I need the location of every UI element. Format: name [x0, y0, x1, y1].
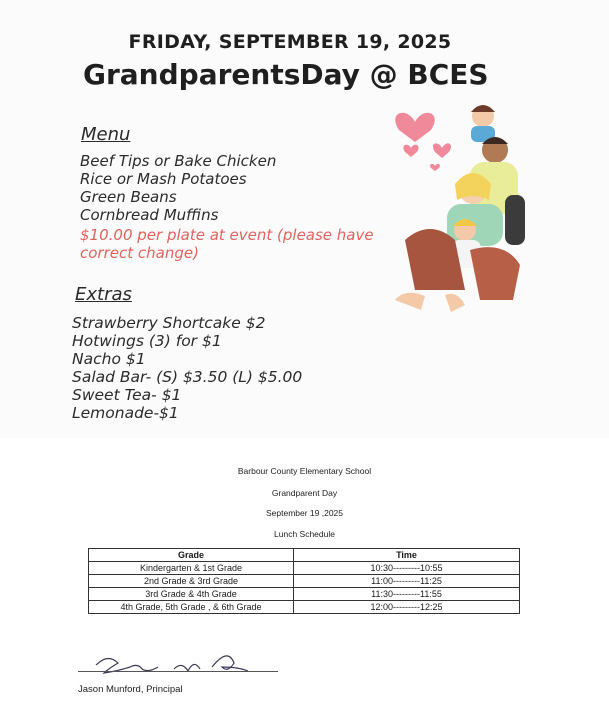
event-name: Grandparent Day: [271, 488, 338, 498]
event-title: GrandparentsDay @ BCES: [83, 58, 489, 91]
menu-item: Green Beans: [80, 188, 177, 206]
menu-item: Beef Tips or Bake Chicken: [80, 152, 277, 170]
time-cell: 11:00---------11:25: [294, 575, 520, 588]
heart-icon: [433, 143, 451, 158]
school-name: Barbour County Elementary School: [237, 466, 372, 476]
table-row: [89, 588, 520, 601]
lunch-schedule-title: Lunch Schedule: [274, 529, 335, 539]
extras-item: Sweet Tea- $1: [72, 386, 182, 404]
column-header-time: Time: [294, 549, 520, 562]
grade-cell: 2nd Grade & 3rd Grade: [89, 575, 294, 588]
grade-cell: 3rd Grade & 4th Grade: [89, 588, 294, 601]
menu-item: Cornbread Muffins: [80, 206, 219, 224]
heart-icon: [403, 145, 418, 157]
lunch-schedule-table: [88, 548, 520, 614]
menu-item: Rice or Mash Potatoes: [80, 170, 247, 188]
letter-date: September 19 ,2025: [265, 508, 344, 518]
time-cell: 10:30---------10:55: [294, 562, 520, 575]
table-row: [89, 601, 520, 614]
table-header-row: [89, 549, 520, 562]
event-date: FRIDAY, SEPTEMBER 19, 2025: [128, 31, 452, 53]
extras-list: [72, 314, 302, 422]
grade-cell: Kindergarten & 1st Grade: [89, 562, 294, 575]
column-header-grade: Grade: [89, 549, 294, 562]
heart-icon: [430, 164, 440, 171]
handwritten-signature: [78, 643, 278, 688]
signature-line: [78, 671, 278, 672]
time-cell: 12:00---------12:25: [294, 601, 520, 614]
table-row: [89, 562, 520, 575]
extras-item: Hotwings (3) for $1: [72, 332, 222, 350]
extras-item: Nacho $1: [72, 350, 146, 368]
extras-item: Strawberry Shortcake $2: [72, 314, 266, 332]
menu-list: [80, 152, 276, 224]
grandparents-illustration: [385, 100, 535, 330]
extras-item: Salad Bar- (S) $3.50 (L) $5.00: [72, 368, 303, 386]
time-cell: 11:30---------11:55: [294, 588, 520, 601]
principal-name: Jason Munford, Principal: [78, 684, 183, 695]
extras-item: Lemonade-$1: [72, 404, 179, 422]
price-note: $10.00 per plate at event (please have correct change): [80, 226, 374, 262]
extras-heading: Extras: [75, 284, 132, 305]
menu-heading: Menu: [81, 124, 131, 145]
table-row: [89, 575, 520, 588]
heart-icon: [395, 113, 434, 142]
grade-cell: 4th Grade, 5th Grade , & 6th Grade: [89, 601, 294, 614]
